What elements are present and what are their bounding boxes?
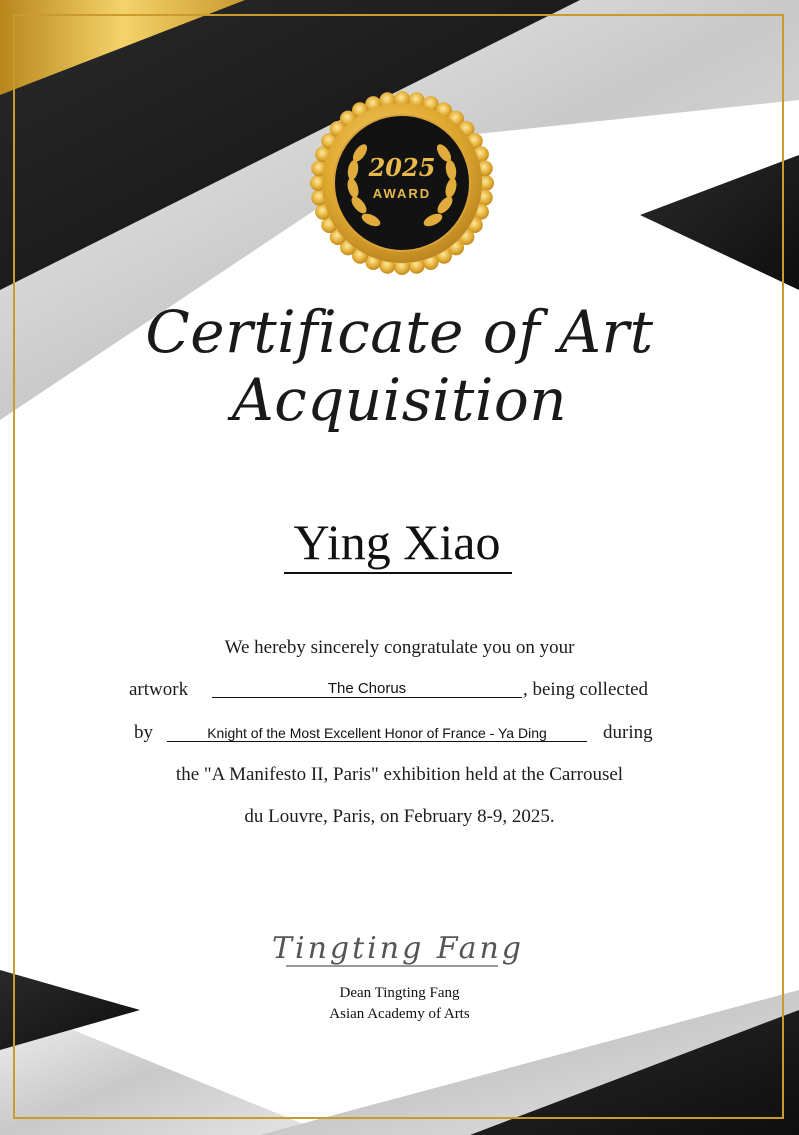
recipient-underline — [284, 572, 512, 574]
body-line-5: du Louvre, Paris, on February 8-9, 2025. — [244, 806, 555, 827]
artwork-suffix: , being collected — [523, 679, 649, 700]
artwork-field: The Chorus — [212, 680, 522, 698]
body-line-4: the "A Manifesto II, Paris" exhibition held at the Carrousel — [175, 764, 624, 785]
recipient-name: Ying Xiao — [293, 514, 501, 570]
signature-script: Tingting Fang — [271, 931, 525, 966]
signature — [258, 920, 538, 980]
collector-field: Knight of the Most Excellent Honor of France - Ya Ding — [167, 725, 587, 742]
collector-prefix: by — [134, 722, 153, 743]
seal-year: 2025 — [368, 153, 436, 182]
signer-organization: Asian Academy of Arts — [329, 1006, 470, 1022]
certificate-title: Certificate of Art Acquisition — [145, 298, 654, 434]
body-line-1: We hereby sincerely congratulate you on your — [224, 637, 575, 658]
seal-label: AWARD — [372, 186, 432, 201]
artwork-prefix: artwork — [129, 679, 189, 700]
award-seal — [309, 90, 495, 276]
collector-suffix: during — [603, 722, 653, 743]
signer-title: Dean Tingting Fang — [339, 985, 460, 1001]
